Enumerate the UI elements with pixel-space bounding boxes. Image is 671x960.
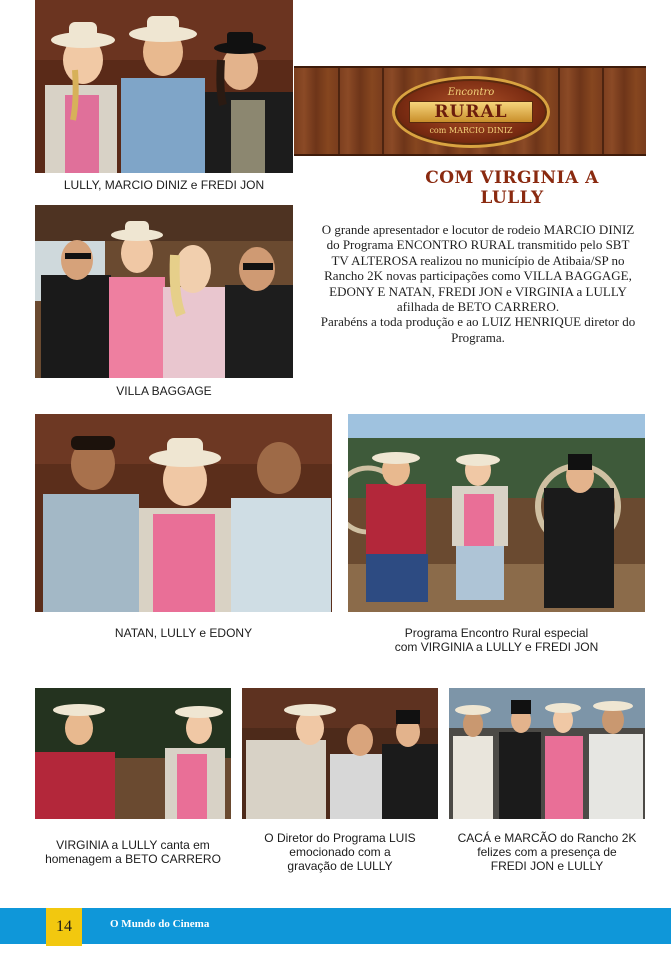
caption-photo-4 bbox=[348, 626, 645, 654]
logo-main-text: RURAL bbox=[409, 101, 533, 123]
caption-photo-5-line-1: VIRGINIA a LULLY canta em bbox=[56, 838, 210, 852]
encontro-rural-banner bbox=[294, 66, 646, 156]
caption-photo-4-line-1: Programa Encontro Rural especial bbox=[404, 626, 589, 640]
photo-virginia-canta bbox=[35, 688, 231, 819]
article-paragraph-1: O grande apresentador e locutor de rodeio MARCIO DINIZ do Programa ENCONTRO RURAL transmitido pelo SBT TV ALTEROSA realizou no município de Atibaia/SP no Rancho 2K novas participações como VILLA BAGGAGE, EDONY E NATAN, FREDI JON e VIRGINIA a LULLY afilhada de BETO CARRERO. bbox=[321, 222, 635, 315]
caption-photo-1: LULLY, MARCIO DINIZ e FREDI JON bbox=[63, 178, 265, 192]
article-body bbox=[318, 222, 638, 345]
caption-photo-5 bbox=[35, 838, 231, 866]
photo-caca-marcao bbox=[449, 688, 645, 819]
article-heading: COM VIRGINIA A LULLY bbox=[425, 168, 599, 208]
page-footer bbox=[0, 908, 671, 944]
caption-photo-6-line-2: emocionado com a bbox=[289, 845, 391, 859]
caption-photo-3: NATAN, LULLY e EDONY bbox=[114, 626, 253, 640]
page-number: 14 bbox=[46, 908, 82, 946]
photo-natan-lully-edony bbox=[35, 414, 332, 612]
caption-photo-6 bbox=[242, 831, 438, 873]
magazine-name: O Mundo do Cinema bbox=[110, 918, 210, 930]
logo-top-text: Encontro bbox=[447, 87, 495, 98]
photo-programa-encontro-rural bbox=[348, 414, 645, 612]
caption-photo-6-line-3: gravação de LULLY bbox=[287, 859, 393, 873]
logo-sub-text: com MARCIO DINIZ bbox=[429, 126, 513, 135]
caption-photo-7-line-1: CACÁ e MARCÃO do Rancho 2K bbox=[457, 831, 637, 845]
photo-diretor-luis bbox=[242, 688, 438, 819]
caption-photo-5-line-2: homenagem a BETO CARRERO bbox=[45, 852, 221, 866]
caption-photo-2: VILLA BAGGAGE bbox=[116, 384, 212, 398]
photo-villa-baggage bbox=[35, 205, 293, 378]
caption-photo-6-line-1: O Diretor do Programa LUIS bbox=[264, 831, 416, 845]
caption-photo-7 bbox=[449, 831, 645, 873]
photo-lully-marcio-fredi bbox=[35, 0, 293, 173]
article-paragraph-2: Parabéns a toda produção e ao LUIZ HENRIQUE diretor do Programa. bbox=[320, 314, 636, 345]
encontro-rural-logo bbox=[392, 76, 550, 148]
caption-photo-4-line-2: com VIRGINIA a LULLY e FREDI JON bbox=[394, 640, 599, 654]
caption-photo-7-line-2: felizes com a presença de bbox=[477, 845, 617, 859]
caption-photo-7-line-3: FREDI JON e LULLY bbox=[490, 859, 604, 873]
